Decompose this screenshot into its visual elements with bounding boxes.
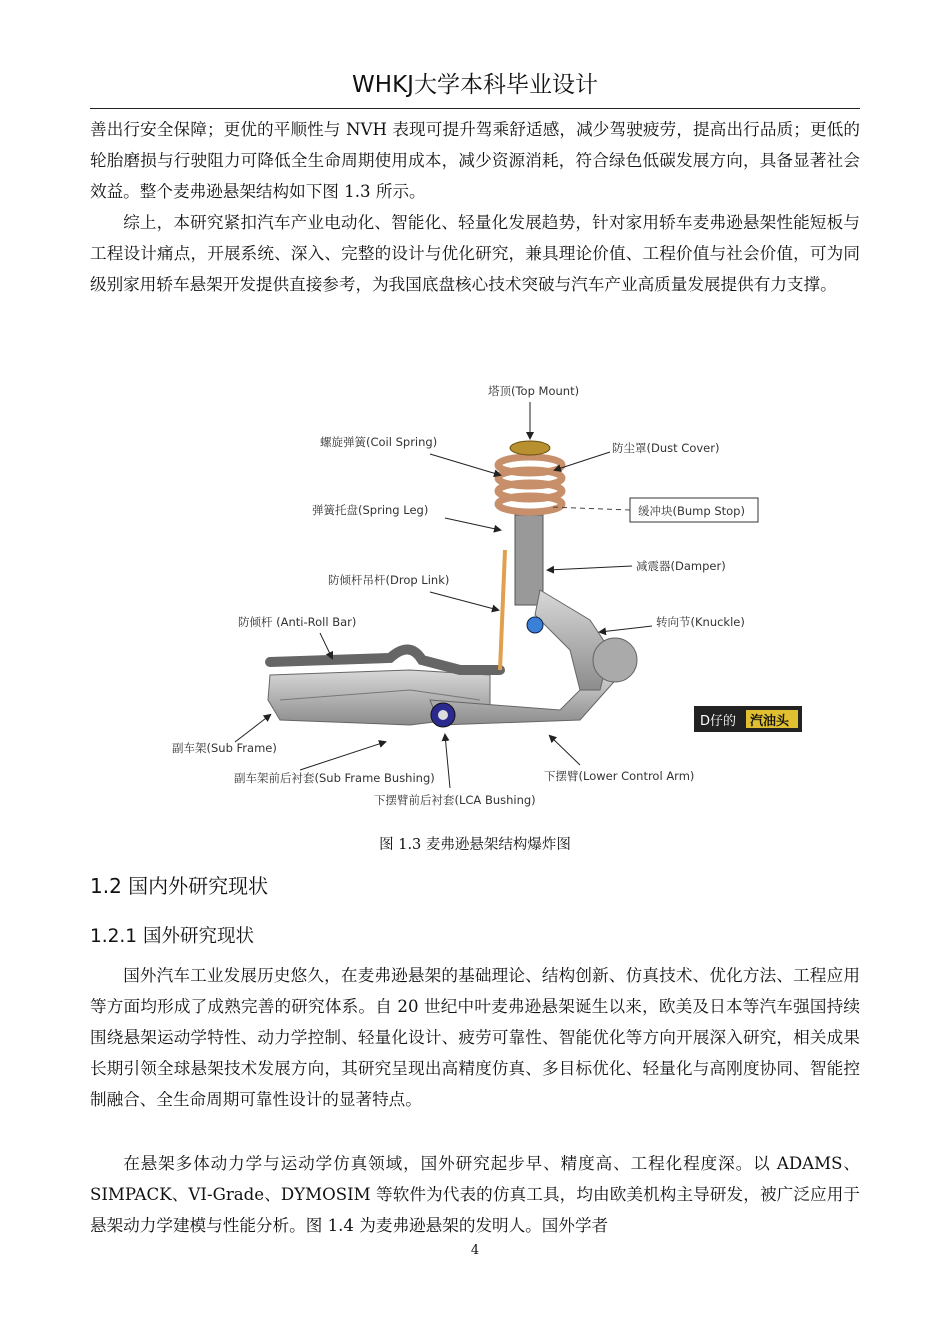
label-anti-roll-bar: 防倾杆 (Anti-Roll Bar): [238, 615, 357, 629]
label-drop-link: 防倾杆吊杆(Drop Link): [328, 573, 450, 587]
subsection-heading: 1.2.1 国外研究现状: [90, 926, 254, 947]
watermark-prefix: D仔的: [700, 714, 737, 729]
paragraph-2: 综上，本研究紧扣汽车产业电动化、智能化、轻量化发展趋势，针对家用轿车麦弗逊悬架性能短板与工程设计痛点，开展系统、深入、完整的设计与优化研究，兼具理论价值、工程价值与社会价值，可为同级别家用轿车悬架开发提供直接参考，为我国底盘核心技术突破与汽车产业高质量发展提供有力支撑。: [90, 213, 860, 294]
damper-shape: [515, 515, 543, 605]
label-bump-stop: 缓冲块(Bump Stop): [638, 504, 745, 518]
label-sub-frame: 副车架(Sub Frame): [172, 741, 277, 755]
suspension-diagram: [160, 370, 820, 820]
label-coil-spring: 螺旋弹簧(Coil Spring): [320, 435, 438, 449]
label-dust-cover: 防尘罩(Dust Cover): [612, 441, 720, 455]
paragraph-4: 在悬架多体动力学与运动学仿真领域，国外研究起步早、精度高、工程化程度深。以 ADAMS、SIMPACK、VI-Grade、DYMOSIM 等软件为代表的仿真工具，均由欧美机构主导研发，被广泛应用于悬架动力学建模与性能分析。图 1.4 为麦弗逊悬架的发明人。国外学者: [90, 1154, 860, 1235]
paragraph-1: 善出行安全保障；更优的平顺性与 NVH 表现可提升驾乘舒适感，减少驾驶疲劳，提高出行品质；更低的轮胎磨损与行驶阻力可降低全生命周期使用成本，减少资源消耗，符合绿色低碳发展方向，具备显著社会效益。整个麦弗逊悬架结构如下图 1.3 所示。: [90, 120, 860, 201]
label-spring-leg: 弹簧托盘(Spring Leg): [312, 503, 429, 517]
label-sub-frame-bushing: 副车架前后衬套(Sub Frame Bushing): [234, 771, 435, 785]
drop-link-shape: [500, 550, 505, 670]
label-top-mount: 塔顶(Top Mount): [488, 384, 580, 398]
page-number: 4: [470, 1243, 480, 1258]
watermark-highlight: 汽油头: [750, 714, 790, 729]
anti-roll-bar-shape: [270, 649, 500, 670]
section-heading: 1.2 国内外研究现状: [90, 874, 269, 898]
label-knuckle: 转向节(Knuckle): [656, 615, 745, 629]
coil-spring-shape: [498, 457, 562, 512]
label-damper: 减震器(Damper): [636, 559, 726, 573]
label-lower-control-arm: 下摆臂(Lower Control Arm): [544, 769, 695, 783]
label-lca-bushing: 下摆臂前后衬套(LCA Bushing): [374, 793, 536, 807]
figure-caption: 图 1.3 麦弗逊悬架结构爆炸图: [379, 837, 571, 853]
header-rule: [90, 108, 860, 109]
top-mount-shape: [510, 441, 550, 455]
page-header-title: WHKJ大学本科毕业设计: [352, 72, 598, 98]
paragraph-3: 国外汽车工业发展历史悠久，在麦弗逊悬架的基础理论、结构创新、仿真技术、优化方法、工程应用等方面均形成了成熟完善的研究体系。自 20 世纪中叶麦弗逊悬架诞生以来，欧美及日本等汽车强国持续围绕悬架运动学特性、动力学控制、轻量化设计、疲劳可靠性、智能优化等方向开展深入研究，相关成果长期引领全球悬架技术发展方向，其研究呈现出高精度仿真、多目标优化、轻量化与高刚度协同、智能控制融合、全生命周期可靠性设计的显著特点。: [90, 966, 860, 1109]
suspension-exploded-figure: [160, 370, 820, 820]
